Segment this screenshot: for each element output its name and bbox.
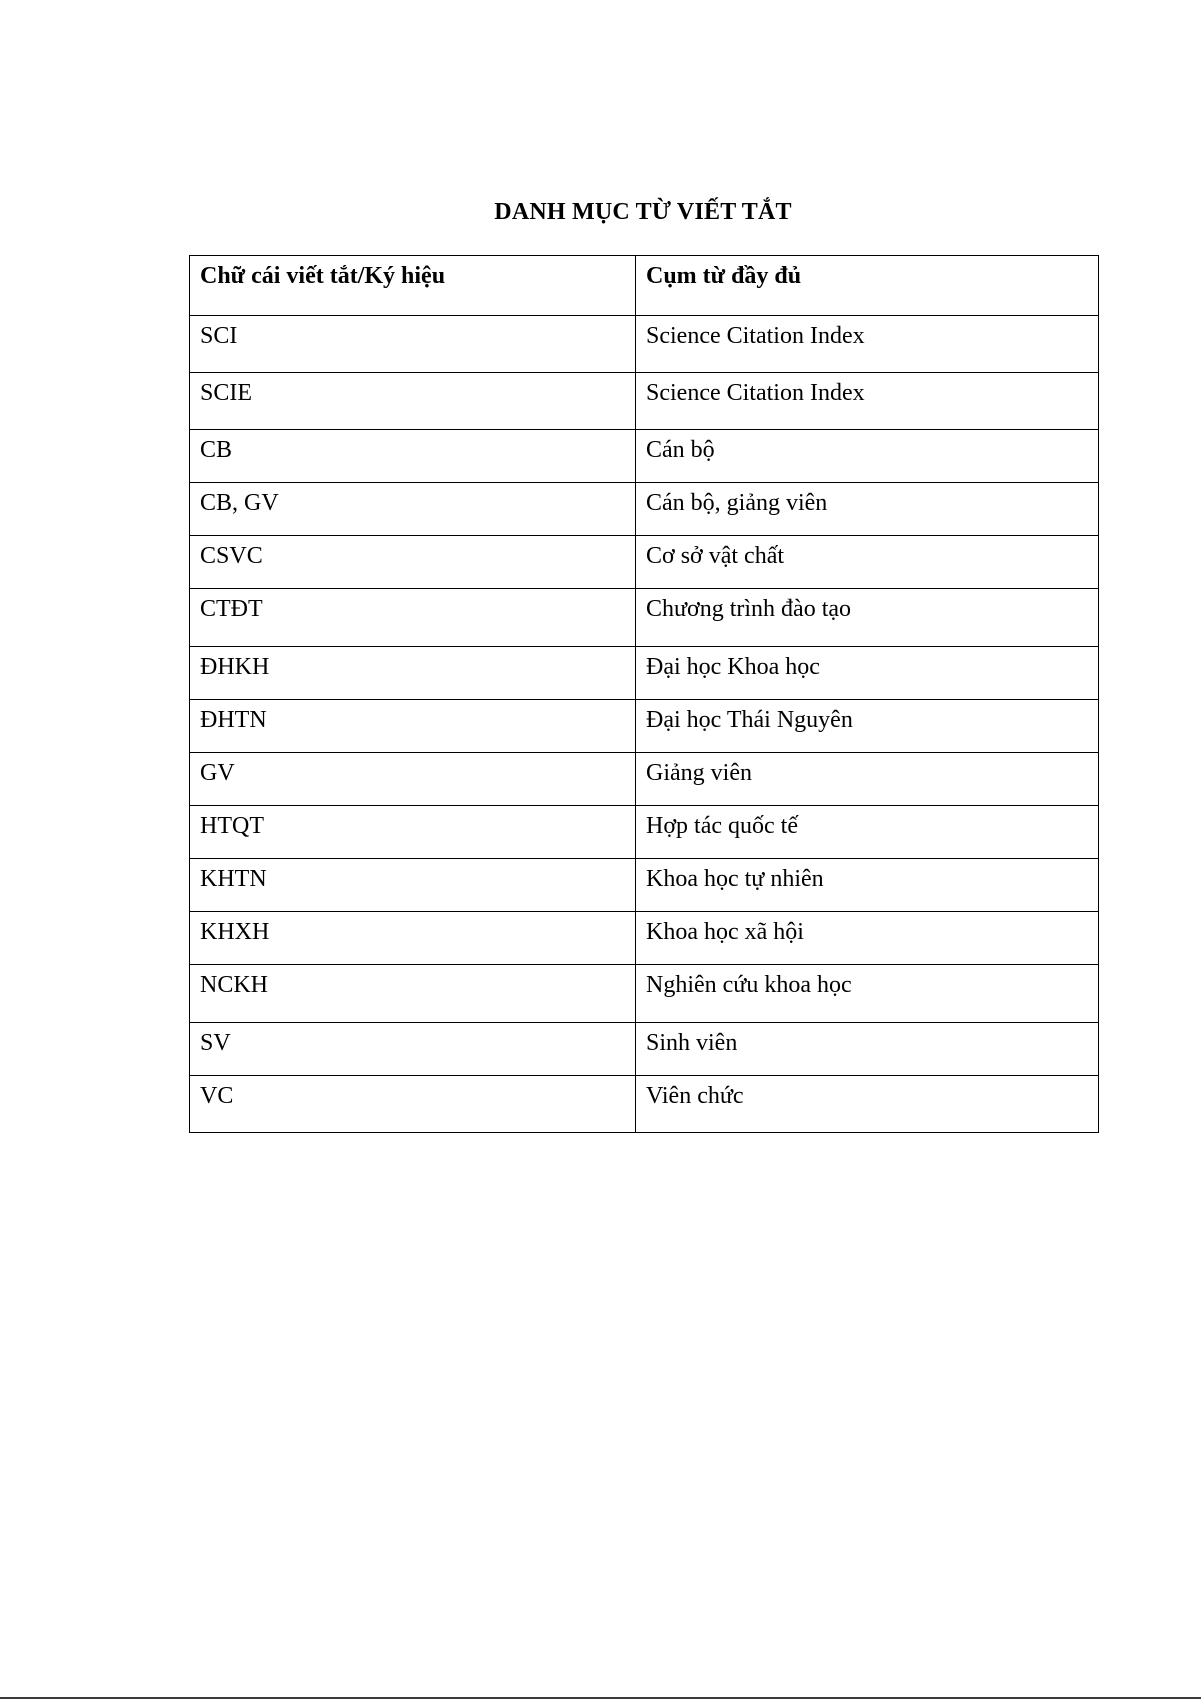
table-row	[190, 316, 1099, 373]
table-row	[190, 912, 1099, 965]
table-row	[190, 536, 1099, 589]
full-phrase-cell: Cán bộ	[636, 430, 1099, 483]
full-phrase-cell: Khoa học tự nhiên	[636, 859, 1099, 912]
abbreviation-cell: CTĐT	[190, 589, 636, 647]
abbreviations-table	[189, 255, 1099, 1133]
abbreviation-cell: CB	[190, 430, 636, 483]
abbreviation-cell: HTQT	[190, 806, 636, 859]
abbreviation-cell: GV	[190, 753, 636, 806]
full-phrase-cell: Hợp tác quốc tế	[636, 806, 1099, 859]
full-phrase-cell: Science Citation Index	[636, 373, 1099, 430]
header-abbreviation: Chữ cái viết tắt/Ký hiệu	[190, 256, 636, 316]
abbreviation-cell: SCIE	[190, 373, 636, 430]
full-phrase-cell: Cán bộ, giảng viên	[636, 483, 1099, 536]
abbreviation-cell: SCI	[190, 316, 636, 373]
abbreviation-cell: ĐHTN	[190, 700, 636, 753]
table-header-row	[190, 256, 1099, 316]
table-row	[190, 700, 1099, 753]
abbreviation-cell: KHXH	[190, 912, 636, 965]
full-phrase-cell: Khoa học xã hội	[636, 912, 1099, 965]
table-row	[190, 373, 1099, 430]
full-phrase-cell: Chương trình đào tạo	[636, 589, 1099, 647]
table-row	[190, 430, 1099, 483]
abbreviation-cell: CSVC	[190, 536, 636, 589]
table-row	[190, 965, 1099, 1023]
full-phrase-cell: Cơ sở vật chất	[636, 536, 1099, 589]
full-phrase-cell: Viên chức	[636, 1076, 1099, 1133]
table-row	[190, 1076, 1099, 1133]
abbreviation-cell: CB, GV	[190, 483, 636, 536]
table-row	[190, 859, 1099, 912]
table-row	[190, 483, 1099, 536]
full-phrase-cell: Science Citation Index	[636, 316, 1099, 373]
table-row	[190, 589, 1099, 647]
full-phrase-cell: Nghiên cứu khoa học	[636, 965, 1099, 1023]
table-row	[190, 806, 1099, 859]
header-full-phrase: Cụm từ đầy đủ	[636, 256, 1099, 316]
full-phrase-cell: Đại học Thái Nguyên	[636, 700, 1099, 753]
full-phrase-cell: Sinh viên	[636, 1023, 1099, 1076]
full-phrase-cell: Giảng viên	[636, 753, 1099, 806]
table-row	[190, 1023, 1099, 1076]
abbreviation-cell: ĐHKH	[190, 647, 636, 700]
abbreviation-cell: VC	[190, 1076, 636, 1133]
abbreviation-cell: SV	[190, 1023, 636, 1076]
abbreviation-cell: KHTN	[190, 859, 636, 912]
full-phrase-cell: Đại học Khoa học	[636, 647, 1099, 700]
table-row	[190, 753, 1099, 806]
abbreviation-cell: NCKH	[190, 965, 636, 1023]
table-row	[190, 647, 1099, 700]
page-title: DANH MỤC TỪ VIẾT TẮT	[494, 199, 792, 225]
